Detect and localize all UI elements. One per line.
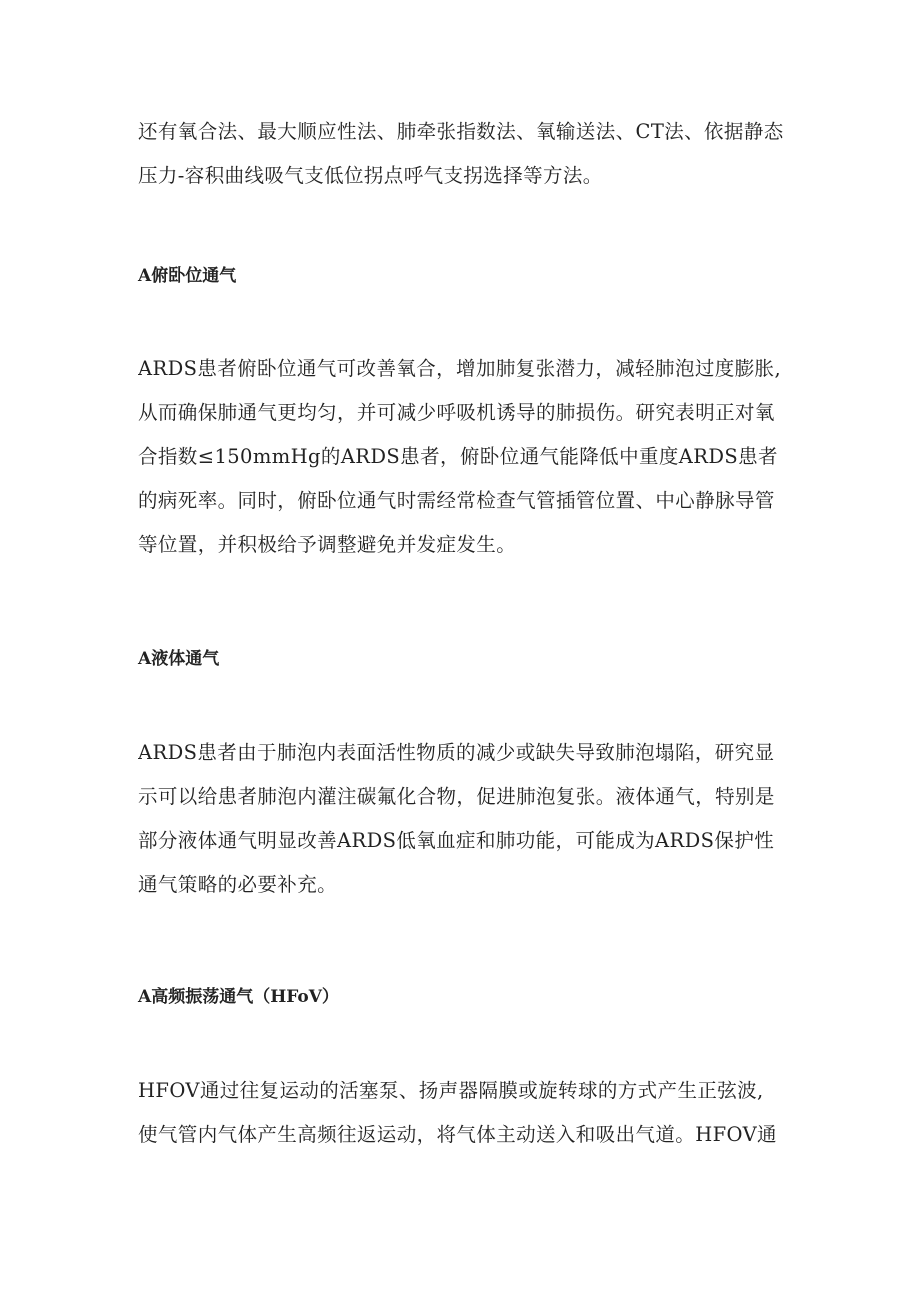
paragraph-line: 的病死率。同时，俯卧位通气时需经常检查气管插管位置、中心静脉导管 xyxy=(138,489,775,512)
intro-paragraph xyxy=(138,110,788,198)
prone-ventilation-paragraph xyxy=(138,347,788,567)
section-heading-prone-ventilation: A俯卧位通气 xyxy=(138,266,237,286)
paragraph-line: 合指数≤150mmHg的ARDS患者，俯卧位通气能降低中重度ARDS患者 xyxy=(138,445,778,468)
paragraph-line: 部分液体通气明显改善ARDS低氧血症和肺功能，可能成为ARDS保护性 xyxy=(138,829,775,852)
paragraph-line: HFOV通过往复运动的活塞泵、扬声器隔膜或旋转球的方式产生正弦波, xyxy=(138,1079,764,1102)
paragraph-line: 示可以给患者肺泡内灌注碳氟化合物，促进肺泡复张。液体通气，特别是 xyxy=(138,785,775,808)
paragraph-line: 从而确保肺通气更均匀，并可减少呼吸机诱导的肺损伤。研究表明正对氧 xyxy=(138,401,775,424)
liquid-ventilation-paragraph xyxy=(138,731,788,907)
hfov-paragraph xyxy=(138,1069,788,1157)
section-heading-liquid-ventilation: A液体通气 xyxy=(138,649,220,669)
paragraph-line: ARDS患者俯卧位通气可改善氧合，增加肺复张潜力，减轻肺泡过度膨胀, xyxy=(138,357,782,380)
paragraph-line: 等位置，并积极给予调整避免并发症发生。 xyxy=(138,533,517,556)
paragraph-line: 压力-容积曲线吸气支低位拐点呼气支拐选择等方法。 xyxy=(138,164,603,187)
paragraph-line: 使气管内气体产生高频往返运动，将气体主动送入和吸出气道。HFOV通 xyxy=(138,1123,777,1146)
paragraph-line: ARDS患者由于肺泡内表面活性物质的减少或缺失导致肺泡塌陷，研究显 xyxy=(138,741,775,764)
section-heading-hfov: A高频振荡通气（HFoV） xyxy=(138,987,339,1007)
paragraph-line: 通气策略的必要补充。 xyxy=(138,873,338,896)
paragraph-line: 还有氧合法、最大顺应性法、肺牵张指数法、氧输送法、CT法、依据静态 xyxy=(138,120,784,143)
